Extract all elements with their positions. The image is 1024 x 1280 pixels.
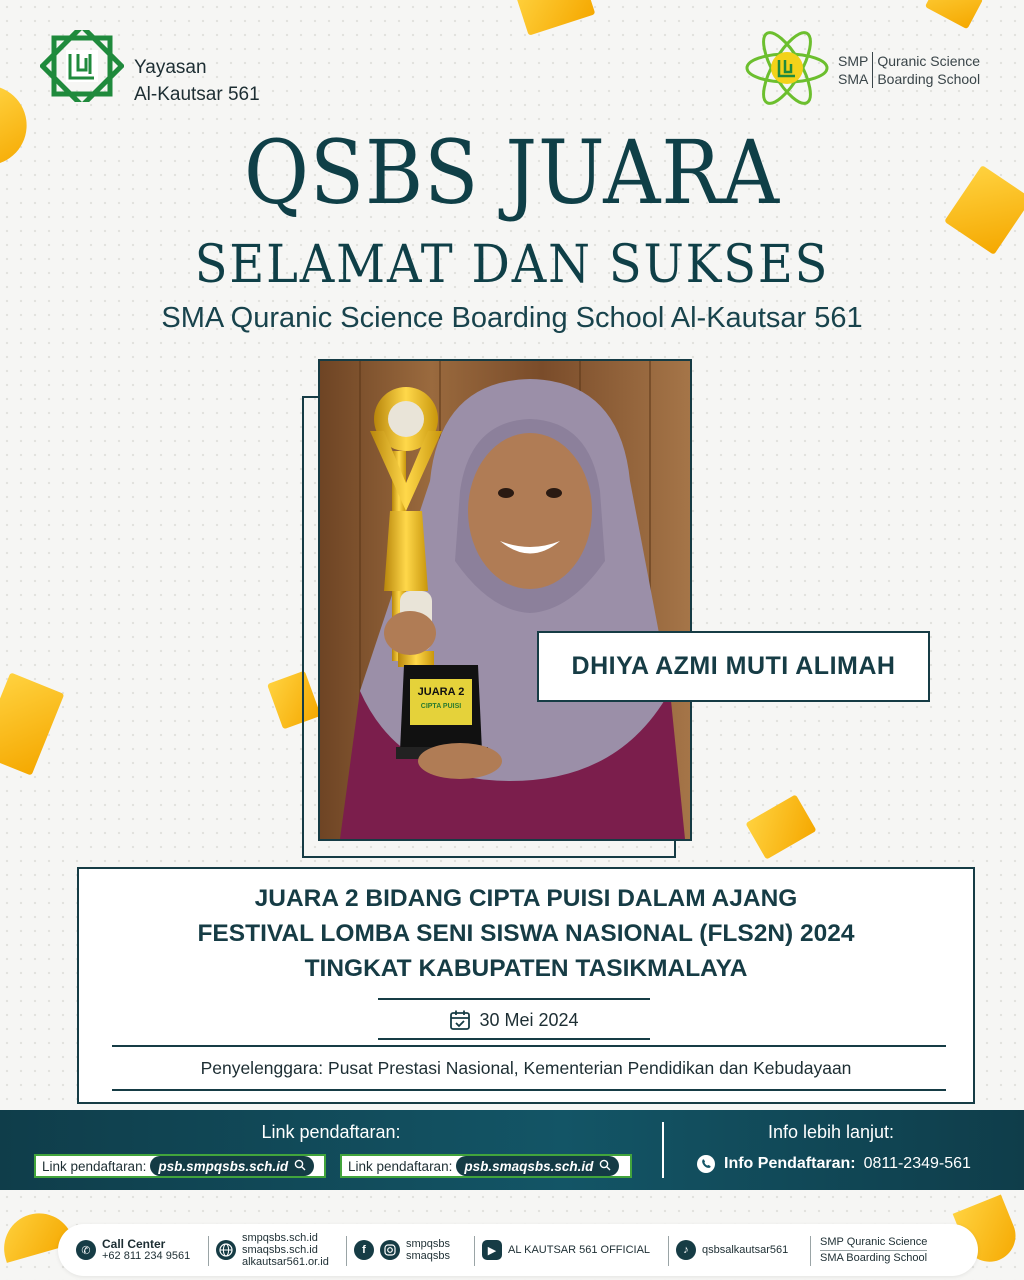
- school-name: SMA Quranic Science Boarding School Al-Kautsar 561: [161, 302, 863, 334]
- website-sma[interactable]: smaqsbs.sch.id: [242, 1244, 318, 1256]
- whatsapp-icon: [696, 1154, 716, 1174]
- footer-brand: [820, 1224, 927, 1276]
- sma-url-text: psb.smaqsbs.sch.id: [464, 1158, 594, 1174]
- youtube-channel-name: AL KAUTSAR 561 OFFICIAL: [508, 1244, 651, 1256]
- social-sma: smaqsbs: [406, 1250, 451, 1262]
- achievement-line2: FESTIVAL LOMBA SENI SISWA NASIONAL (FLS2N) 2024: [197, 920, 855, 947]
- instagram-icon[interactable]: [380, 1240, 400, 1260]
- confetti-decoration: [925, 0, 983, 29]
- call-center-phone: +62 811 234 9561: [102, 1250, 191, 1262]
- youtube-channel[interactable]: [482, 1224, 650, 1276]
- websites[interactable]: [216, 1224, 329, 1276]
- winner-name: DHIYA AZMI MUTI ALIMAH: [571, 652, 896, 680]
- confetti-decoration: [515, 0, 596, 36]
- smp-registration-link[interactable]: [34, 1154, 326, 1178]
- footer-contact-bar: [58, 1224, 978, 1276]
- divider: [378, 998, 650, 1000]
- sma-registration-link[interactable]: [340, 1154, 632, 1178]
- tiktok-account[interactable]: [676, 1224, 788, 1276]
- event-date: [378, 1005, 650, 1035]
- atom-logo-icon: [742, 26, 832, 110]
- qsbs-logo: [742, 26, 832, 110]
- footer-divider: [346, 1236, 347, 1266]
- trophy-sub-label: CIPTA PUISI: [420, 703, 462, 710]
- qsbs-logo-text: [838, 52, 980, 88]
- globe-icon: [216, 1240, 236, 1260]
- chip-label: Link pendaftaran:: [42, 1158, 147, 1174]
- registration-band: [0, 1110, 1024, 1190]
- divider: [378, 1038, 650, 1040]
- info-label: Info Pendaftaran:: [724, 1155, 856, 1172]
- sma-label: SMA: [838, 70, 873, 88]
- social-accounts[interactable]: [354, 1224, 450, 1276]
- footer-divider: [668, 1236, 669, 1266]
- winner-photo-illustration: [320, 361, 690, 839]
- facebook-icon[interactable]: f: [354, 1240, 374, 1260]
- winner-name-box: [537, 631, 930, 702]
- website-yayasan[interactable]: alkautsar561.or.id: [242, 1256, 329, 1268]
- website-smp[interactable]: smpqsbs.sch.id: [242, 1232, 318, 1244]
- page-title: QSBS JUARA: [244, 121, 780, 224]
- footer-divider: [810, 1236, 811, 1266]
- achievement-title: [79, 881, 973, 986]
- tiktok-handle: qsbsalkautsar561: [702, 1244, 789, 1256]
- winner-photo: [318, 359, 692, 841]
- boarding-school-label: Boarding School: [877, 71, 981, 87]
- smp-url-text: psb.smpqsbs.sch.id: [158, 1158, 289, 1174]
- achievement-box: [77, 867, 975, 1104]
- search-icon: [294, 1159, 306, 1174]
- trophy-label: JUARA 2: [417, 686, 465, 698]
- page-subtitle: SELAMAT DAN SUKSES: [194, 235, 830, 295]
- calendar-icon: [449, 1009, 471, 1031]
- divider: [112, 1045, 946, 1047]
- info-title: Info lebih lanjut:: [767, 1122, 895, 1142]
- chip-label: Link pendaftaran:: [348, 1158, 453, 1174]
- organizer-text: Penyelenggara: Pusat Prestasi Nasional, Kementerian Pendidikan dan Kebudayaan: [200, 1058, 852, 1078]
- info-phone: 0811-2349-561: [863, 1155, 971, 1172]
- kufic-logo-icon: [40, 30, 124, 102]
- yayasan-logo: [40, 30, 124, 102]
- tiktok-icon: ♪: [676, 1240, 696, 1260]
- footer-divider: [474, 1236, 475, 1266]
- yayasan-name: [134, 54, 260, 108]
- smp-label: SMP: [838, 52, 873, 70]
- divider: [112, 1089, 946, 1091]
- confetti-decoration: [0, 672, 64, 775]
- youtube-icon: ▶: [482, 1240, 502, 1260]
- yayasan-line1: Yayasan: [134, 57, 207, 78]
- achievement-line1: JUARA 2 BIDANG CIPTA PUISI DALAM AJANG: [254, 885, 798, 912]
- social-smp: smpqsbs: [406, 1238, 451, 1250]
- confetti-decoration: [0, 86, 36, 175]
- call-center[interactable]: [76, 1224, 190, 1276]
- whatsapp-icon: ✆: [76, 1240, 96, 1260]
- footer-brand-line2: SMA Boarding School: [820, 1251, 928, 1264]
- registration-title: Link pendaftaran:: [261, 1122, 401, 1142]
- sma-registration-url[interactable]: [456, 1156, 619, 1176]
- quranic-science-label: Quranic Science: [877, 53, 981, 69]
- yayasan-line2: Al-Kautsar 561: [134, 84, 260, 105]
- footer-brand-line1: SMP Quranic Science: [820, 1235, 928, 1248]
- call-center-label: Call Center: [102, 1237, 166, 1251]
- footer-divider: [208, 1236, 209, 1266]
- info-pendaftaran[interactable]: [696, 1154, 971, 1174]
- confetti-decoration: [745, 794, 816, 859]
- event-date-text: 30 Mei 2024: [479, 1010, 579, 1030]
- search-icon: [599, 1159, 611, 1174]
- smp-registration-url[interactable]: [150, 1156, 314, 1176]
- achievement-line3: TINGKAT KABUPATEN TASIKMALAYA: [304, 955, 748, 982]
